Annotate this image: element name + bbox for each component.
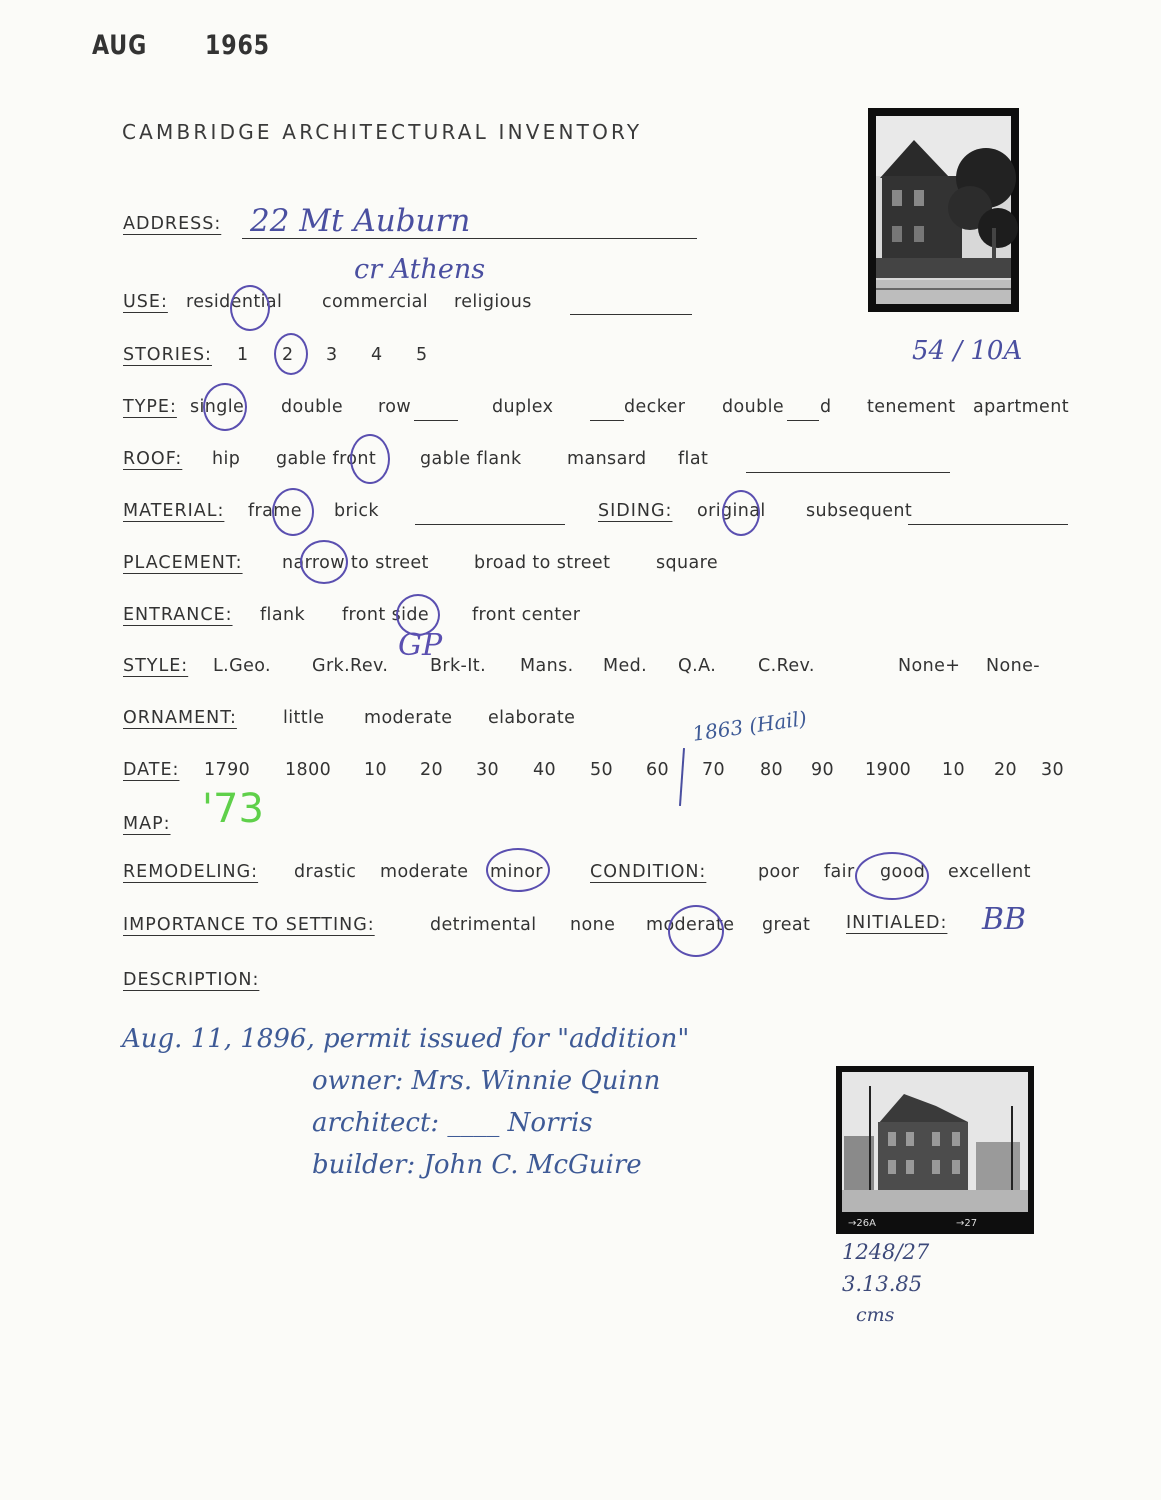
initialed-value: BB	[982, 902, 1027, 937]
address-label: ADDRESS:	[123, 214, 222, 234]
importance-circle-mark	[668, 905, 724, 957]
date-60: 60	[646, 760, 670, 780]
stamp-year: 1965	[205, 30, 270, 61]
entrance-label: ENTRANCE:	[123, 605, 233, 625]
remodeling-minor: minor	[490, 862, 543, 882]
date-30: 30	[476, 760, 500, 780]
siding-original: original	[697, 501, 766, 521]
condition-excellent: excellent	[948, 862, 1031, 882]
stories-label: STORIES:	[123, 345, 212, 365]
remodeling-moderate: moderate	[380, 862, 469, 882]
style-note: GP	[398, 628, 443, 663]
condition-label: CONDITION:	[590, 862, 707, 882]
date-20: 20	[420, 760, 444, 780]
date-10: 10	[364, 760, 388, 780]
form-title: CAMBRIDGE ARCHITECTURAL INVENTORY	[122, 120, 643, 144]
date-note: 1863 (Hail)	[690, 706, 809, 746]
house-photo-1	[868, 108, 1019, 312]
type-tenement: tenement	[867, 397, 956, 417]
date-1800: 1800	[285, 760, 332, 780]
placement-square: square	[656, 553, 719, 573]
type-single: single	[190, 397, 245, 417]
type-decker-blank	[590, 420, 624, 421]
date-1900: 1900	[865, 760, 912, 780]
siding-label: SIDING:	[598, 501, 673, 521]
condition-good: good	[880, 862, 926, 882]
date-50: 50	[590, 760, 614, 780]
photo2-caption-left: →26A	[848, 1218, 876, 1229]
importance-great: great	[762, 915, 811, 935]
roof-blank	[746, 472, 950, 473]
roof-label: ROOF:	[123, 449, 183, 469]
importance-detrimental: detrimental	[430, 915, 537, 935]
material-blank	[415, 524, 565, 525]
roof-mansard: mansard	[567, 449, 647, 469]
use-residential: residential	[186, 292, 283, 312]
style-crev: C.Rev.	[758, 656, 815, 676]
address-alt: cr Athens	[354, 254, 486, 285]
date-80: 80	[760, 760, 784, 780]
stories-5: 5	[416, 345, 428, 365]
remodeling-circle-mark	[486, 848, 550, 892]
photo2-initials: cms	[856, 1304, 895, 1326]
house-photo-2	[836, 1066, 1034, 1234]
date-mark-line	[679, 748, 685, 806]
material-brick: brick	[334, 501, 379, 521]
placement-circle-mark	[300, 540, 348, 584]
map-label: MAP:	[123, 814, 171, 834]
roof-circle-mark	[350, 434, 390, 484]
ornament-elaborate: elaborate	[488, 708, 576, 728]
stories-4: 4	[371, 345, 383, 365]
condition-circle-mark	[855, 852, 929, 900]
type-row-blank	[414, 420, 458, 421]
roof-flat: flat	[678, 449, 709, 469]
entrance-flank: flank	[260, 605, 305, 625]
stories-2: 2	[282, 345, 294, 365]
type-d: d	[820, 397, 832, 417]
siding-blank	[908, 524, 1068, 525]
placement-broad: broad to street	[474, 553, 611, 573]
importance-label: IMPORTANCE TO SETTING:	[123, 915, 375, 935]
type-duplex: duplex	[492, 397, 554, 417]
use-blank	[570, 314, 692, 315]
roof-gable-flank: gable flank	[420, 449, 522, 469]
roof-gable-front: gable front	[276, 449, 377, 469]
material-frame: frame	[248, 501, 302, 521]
type-row: row	[378, 397, 412, 417]
date-90: 90	[811, 760, 835, 780]
use-label: USE:	[123, 292, 168, 312]
photo2-ref: 1248/27	[842, 1240, 930, 1264]
importance-moderate: moderate	[646, 915, 735, 935]
ornament-little: little	[283, 708, 325, 728]
entrance-front-center: front center	[472, 605, 581, 625]
photo2-caption-right: →27	[956, 1218, 978, 1229]
style-grkrev: Grk.Rev.	[312, 656, 389, 676]
use-religious: religious	[454, 292, 532, 312]
siding-circle-mark	[722, 490, 760, 536]
date-1930: 30	[1041, 760, 1065, 780]
date-40: 40	[533, 760, 557, 780]
ornament-moderate: moderate	[364, 708, 453, 728]
use-circle-mark	[230, 285, 270, 331]
date-70: 70	[702, 760, 726, 780]
description-line-1: Aug. 11, 1896, permit issued for "addition"	[122, 1024, 690, 1054]
description-line-2: owner: Mrs. Winnie Quinn	[312, 1066, 661, 1096]
description-line-3: architect: ____ Norris	[312, 1108, 593, 1138]
description-line-4: builder: John C. McGuire	[312, 1150, 642, 1180]
date-1790: 1790	[204, 760, 251, 780]
stories-circle-mark	[274, 333, 308, 375]
material-label: MATERIAL:	[123, 501, 225, 521]
placement-narrow: narrow to street	[282, 553, 429, 573]
style-med: Med.	[603, 656, 648, 676]
photo-ref: 54 / 10A	[912, 336, 1023, 366]
stamp-month: AUG	[92, 30, 148, 61]
entrance-front-side: front side	[342, 605, 430, 625]
placement-label: PLACEMENT:	[123, 553, 243, 573]
type-label: TYPE:	[123, 397, 177, 417]
initialed-label: INITIALED:	[846, 913, 948, 933]
style-qa: Q.A.	[678, 656, 717, 676]
photo2-date: 3.13.85	[842, 1272, 923, 1296]
style-brkit: Brk-It.	[430, 656, 487, 676]
material-circle-mark	[272, 488, 314, 536]
ornament-label: ORNAMENT:	[123, 708, 237, 728]
remodeling-drastic: drastic	[294, 862, 357, 882]
roof-hip: hip	[212, 449, 241, 469]
type-double-d: double	[722, 397, 785, 417]
map-value: '73	[202, 786, 264, 832]
type-double: double	[281, 397, 344, 417]
type-apartment: apartment	[973, 397, 1069, 417]
address-value: 22 Mt Auburn	[250, 203, 471, 239]
remodeling-label: REMODELING:	[123, 862, 259, 882]
date-1910: 10	[942, 760, 966, 780]
date-1920: 20	[994, 760, 1018, 780]
use-commercial: commercial	[322, 292, 429, 312]
stories-1: 1	[237, 345, 249, 365]
style-none-minus: None-	[986, 656, 1040, 676]
condition-poor: poor	[758, 862, 800, 882]
type-circle-mark	[203, 383, 247, 431]
condition-fair: fair	[824, 862, 855, 882]
siding-subsequent: subsequent	[806, 501, 913, 521]
style-mans: Mans.	[520, 656, 574, 676]
style-label: STYLE:	[123, 656, 189, 676]
importance-none: none	[570, 915, 616, 935]
description-label: DESCRIPTION:	[123, 970, 260, 990]
style-lgeo: L.Geo.	[213, 656, 272, 676]
type-decker: decker	[624, 397, 686, 417]
type-double-d-blank	[787, 420, 819, 421]
date-label: DATE:	[123, 760, 180, 780]
style-none-plus: None+	[898, 656, 961, 676]
stories-3: 3	[326, 345, 338, 365]
